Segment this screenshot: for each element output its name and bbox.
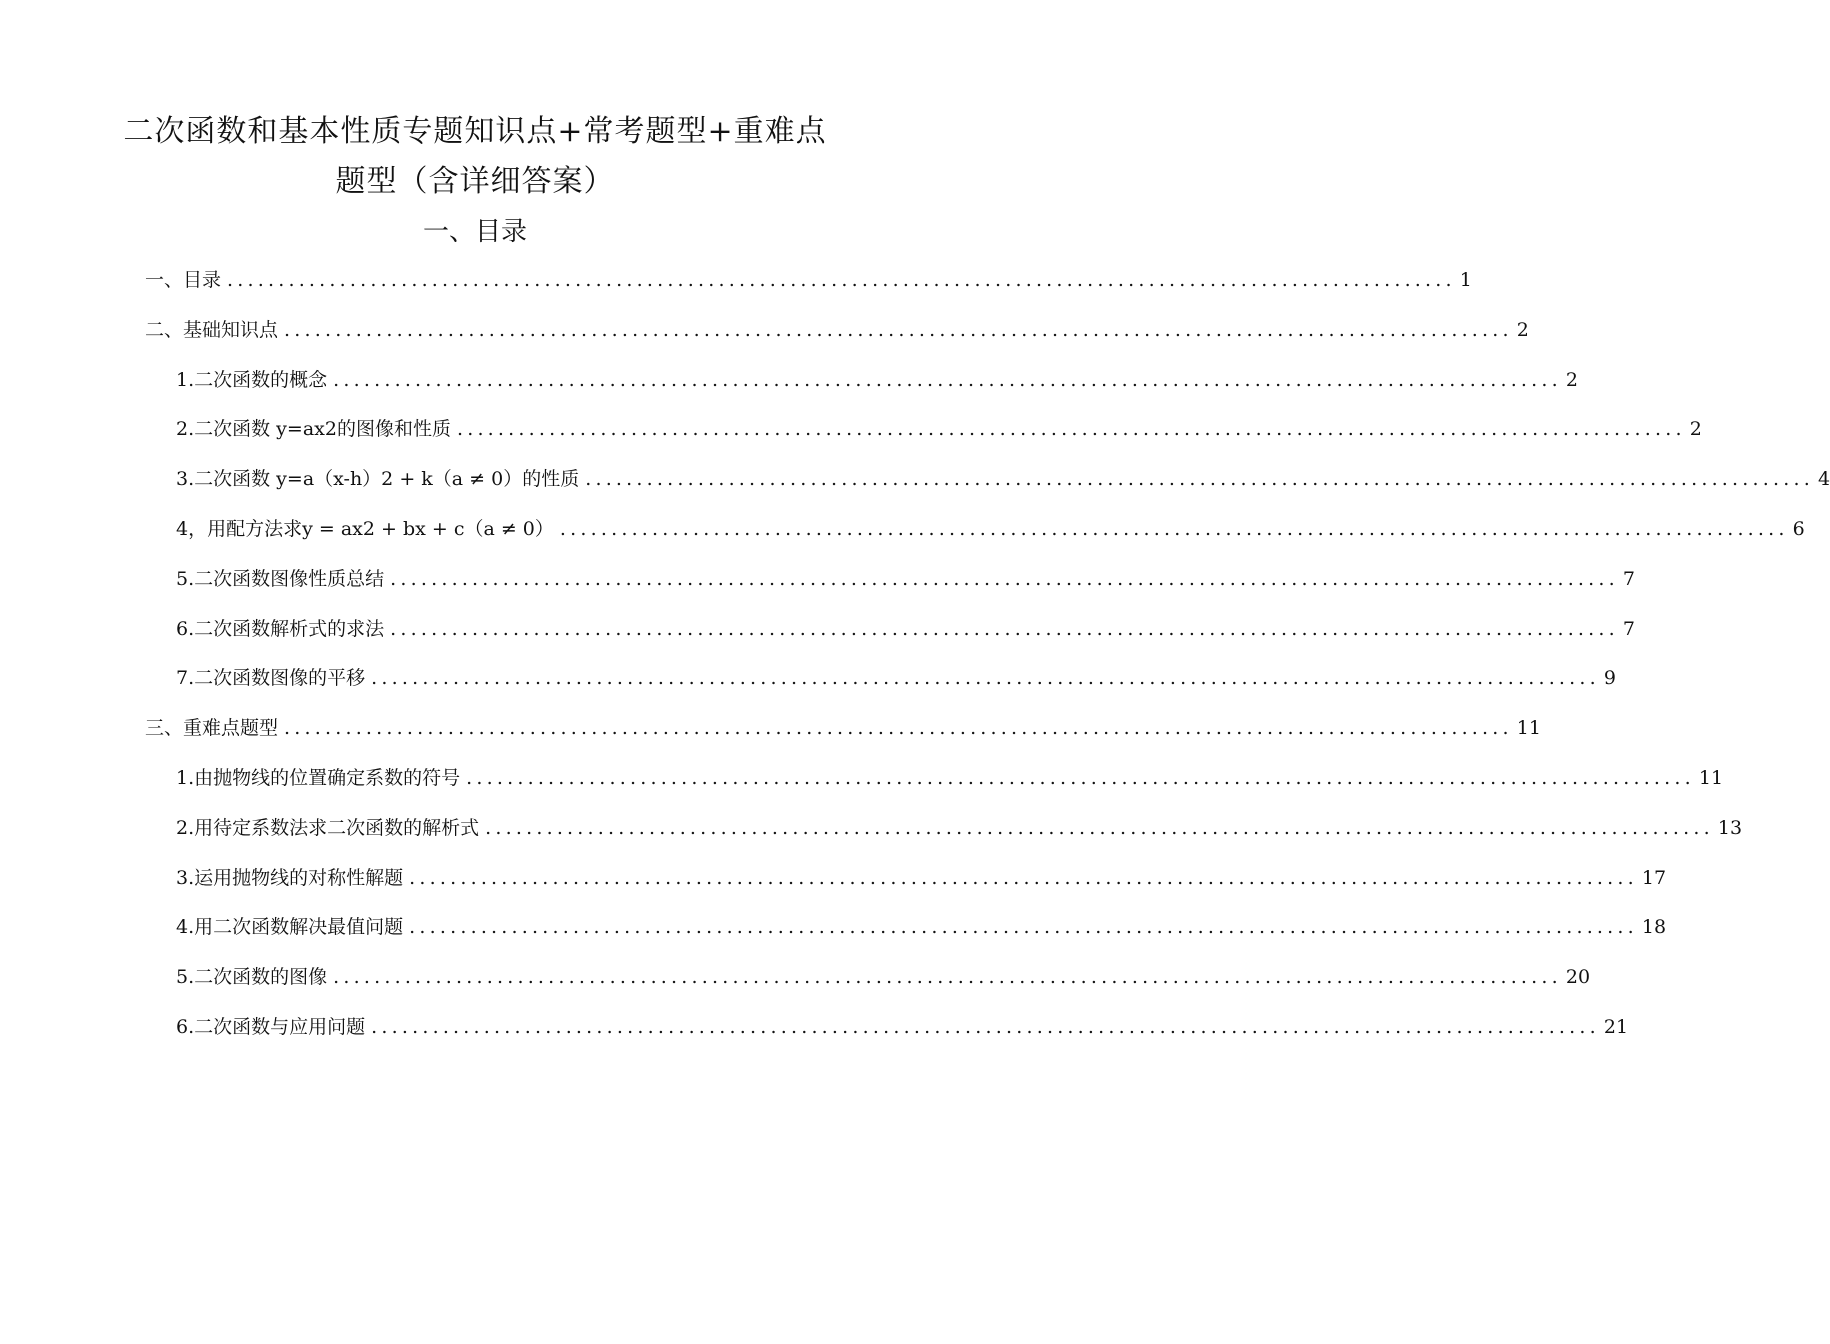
toc-entry[interactable] <box>176 912 1667 942</box>
toc-entry-title: 三、重难点题型 <box>145 717 279 739</box>
toc-entry-title: 6.二次函数解析式的求法 <box>176 618 385 640</box>
toc-page-number: 11 <box>1516 717 1541 739</box>
toc-entry[interactable] <box>176 564 1635 594</box>
toc-entry-title: 5.二次函数的图像 <box>176 966 328 988</box>
toc-page-number: 18 <box>1641 916 1667 938</box>
toc-entry-title: 一、目录 <box>145 269 222 291</box>
toc-entry[interactable] <box>176 514 1805 544</box>
toc-entry[interactable] <box>176 962 1591 992</box>
toc-dot-leader: ........................................................................................................................ <box>227 269 1456 291</box>
toc-entry[interactable] <box>176 663 1616 693</box>
document-title-line-2: 题型（含详细答案） <box>335 164 615 199</box>
toc-page-number: 13 <box>1717 817 1743 839</box>
toc-page-number: 20 <box>1565 966 1591 988</box>
toc-entry[interactable] <box>176 813 1743 843</box>
toc-dot-leader: ........................................................................................................................ <box>559 518 1789 540</box>
toc-entry-title: 1.二次函数的概念 <box>176 369 328 391</box>
toc-dot-leader: ........................................................................................................................ <box>456 418 1686 440</box>
toc-entry[interactable] <box>176 763 1724 793</box>
toc-entry-title: 4，用配方法求y = ax2 + bx + c（a ≠ 0） <box>176 518 554 540</box>
toc-dot-leader: ........................................................................................................................ <box>409 916 1638 938</box>
toc-heading: 一、目录 <box>422 217 527 247</box>
toc-page-number: 1 <box>1459 269 1472 291</box>
toc-dot-leader: ........................................................................................................................ <box>485 817 1714 839</box>
toc-dot-leader: ........................................................................................................................ <box>333 369 1562 391</box>
toc-dot-leader: ........................................................................................................................ <box>371 667 1600 689</box>
toc-entry[interactable] <box>145 315 1529 345</box>
toc-entry-title: 2.用待定系数法求二次函数的解析式 <box>176 817 480 839</box>
toc-entry[interactable] <box>176 365 1578 395</box>
toc-page-number: 21 <box>1603 1016 1629 1038</box>
toc-page-number: 2 <box>1516 319 1529 341</box>
toc-dot-leader: ........................................................................................................................ <box>371 1016 1600 1038</box>
toc-entry-title: 5.二次函数图像性质总结 <box>176 568 385 590</box>
toc-page-number: 7 <box>1622 568 1635 590</box>
toc-entry[interactable] <box>176 464 1830 494</box>
toc-page-number: 17 <box>1641 867 1667 889</box>
toc-dot-leader: ........................................................................................................................ <box>333 966 1562 988</box>
toc-dot-leader: ........................................................................................................................ <box>284 319 1513 341</box>
document-title-line-1: 二次函数和基本性质专题知识点+常考题型+重难点 <box>123 114 827 149</box>
toc-dot-leader: ........................................................................................................................ <box>409 867 1638 889</box>
toc-dot-leader: ........................................................................................................................ <box>390 618 1619 640</box>
toc-dot-leader: ........................................................................................................................ <box>284 717 1513 739</box>
toc-entry[interactable] <box>176 414 1702 444</box>
toc-entry-title: 2.二次函数 y=ax2的图像和性质 <box>176 418 451 440</box>
toc-entry-title: 1.由抛物线的位置确定系数的符号 <box>176 767 461 789</box>
toc-page-number: 6 <box>1792 518 1805 540</box>
toc-page-number: 2 <box>1565 369 1578 391</box>
toc-page-number: 11 <box>1698 767 1724 789</box>
toc-entry-title: 3.二次函数 y=a（x-h）2 + k（a ≠ 0）的性质 <box>176 468 580 490</box>
toc-page-number: 7 <box>1622 618 1635 640</box>
toc-entry-title: 7.二次函数图像的平移 <box>176 667 366 689</box>
toc-page-number: 2 <box>1689 418 1702 440</box>
toc-entry-title: 二、基础知识点 <box>145 319 279 341</box>
toc-dot-leader: ........................................................................................................................ <box>390 568 1619 590</box>
toc-page-number: 9 <box>1603 667 1616 689</box>
toc-entry[interactable] <box>176 863 1667 893</box>
toc-dot-leader: ........................................................................................................................ <box>585 468 1814 490</box>
toc-entry-title: 4.用二次函数解决最值问题 <box>176 916 404 938</box>
toc-entry[interactable] <box>176 1012 1629 1042</box>
toc-entry[interactable] <box>145 265 1472 295</box>
toc-page-number: 4 <box>1817 468 1830 490</box>
toc-entry[interactable] <box>145 713 1541 743</box>
toc-entry[interactable] <box>176 614 1635 644</box>
toc-dot-leader: ........................................................................................................................ <box>466 767 1695 789</box>
toc-entry-title: 3.运用抛物线的对称性解题 <box>176 867 404 889</box>
toc-entry-title: 6.二次函数与应用问题 <box>176 1016 366 1038</box>
